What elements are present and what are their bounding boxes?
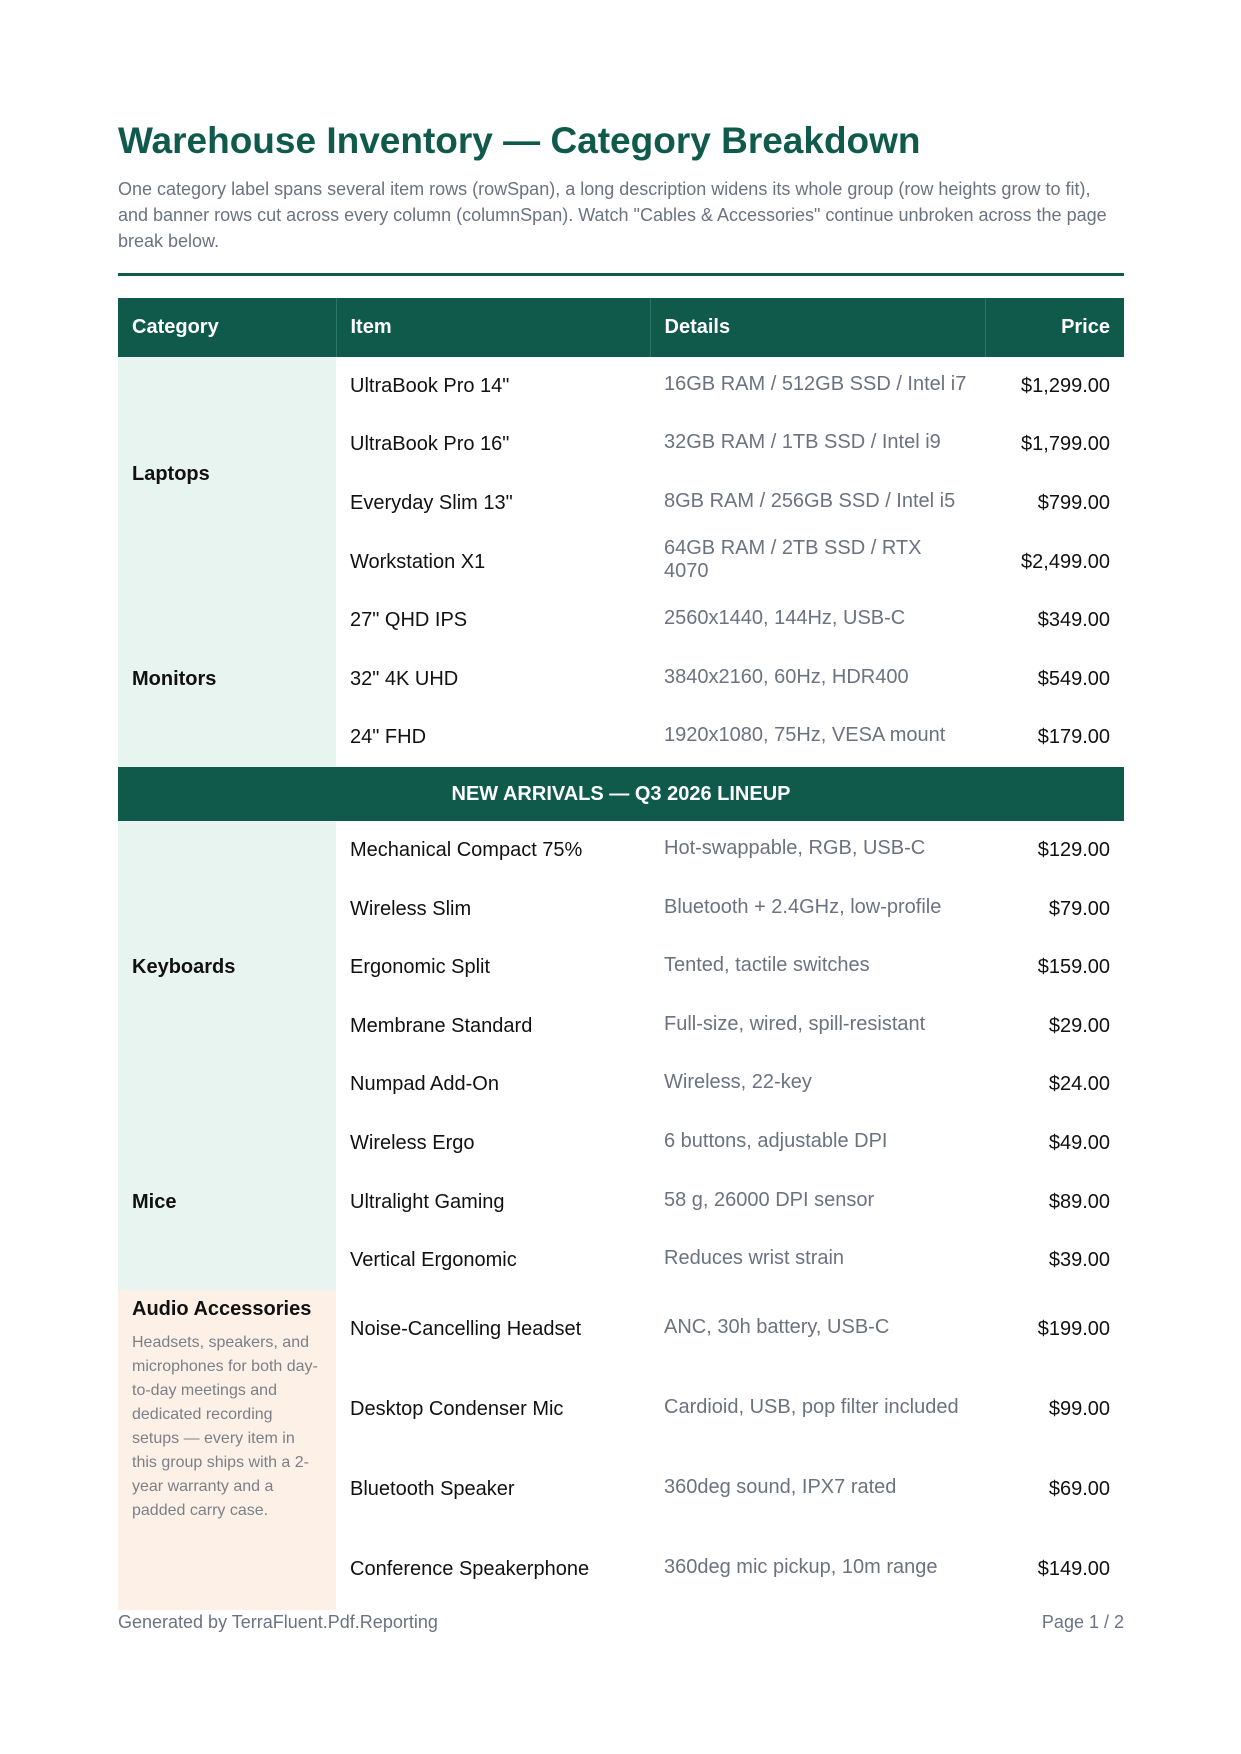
price-cell: $99.00 <box>1048 1398 1110 1421</box>
item-cell: Wireless Slim <box>350 897 472 920</box>
item-cell: UltraBook Pro 14" <box>350 374 510 397</box>
price-cell: $1,299.00 <box>1021 374 1110 397</box>
price-cell: $49.00 <box>1048 1131 1110 1154</box>
page-subtitle: One category label spans several item rows (rowSpan), a long description widens its whole group (row heights grow to fit), and banner rows cut across every column (columnSpan). Watch "Cables & Accessories" continue unbroken across the page break below. <box>118 179 1107 251</box>
banner-cell: NEW ARRIVALS — Q3 2026 LINEUP <box>118 767 1124 821</box>
details-cell: Bluetooth + 2.4GHz, low-profile <box>664 895 942 918</box>
category-description: Headsets, speakers, and microphones for both day-to-day meetings and dedicated recording setups — every item in this group ships with a 2-year warranty and a padded carry case. <box>132 1333 318 1519</box>
column-header-details: Details <box>650 298 985 357</box>
price-cell: $549.00 <box>1037 667 1110 690</box>
banner-row <box>118 767 1124 821</box>
inventory-table <box>118 298 1124 1610</box>
item-cell: 27" QHD IPS <box>350 609 468 632</box>
details-cell: 6 buttons, adjustable DPI <box>664 1129 888 1152</box>
price-cell: $1,799.00 <box>1021 433 1110 456</box>
table-row <box>118 591 1124 650</box>
price-cell: $2,499.00 <box>1021 550 1110 573</box>
category-cell-keyboards: Keyboards <box>118 821 336 1114</box>
footer-page-number: Page 1 / 2 <box>1041 1612 1124 1632</box>
item-cell: Conference Speakerphone <box>350 1558 590 1581</box>
item-cell: Numpad Add-On <box>350 1073 499 1096</box>
item-cell: Ergonomic Split <box>350 956 491 979</box>
price-cell: $799.00 <box>1037 491 1110 514</box>
details-cell: 8GB RAM / 256GB SSD / Intel i5 <box>664 489 956 512</box>
item-cell: 32" 4K UHD <box>350 667 459 690</box>
footer-generated-by: Generated by TerraFluent.Pdf.Reporting <box>118 1612 438 1632</box>
item-cell: Everyday Slim 13" <box>350 491 513 514</box>
item-cell: 24" FHD <box>350 726 427 749</box>
item-cell: Noise-Cancelling Headset <box>350 1318 582 1341</box>
price-cell: $79.00 <box>1048 897 1110 920</box>
category-label: Audio Accessories <box>132 1297 312 1320</box>
details-cell: Hot-swappable, RGB, USB-C <box>664 836 926 859</box>
price-cell: $199.00 <box>1037 1318 1110 1341</box>
details-cell: ANC, 30h battery, USB-C <box>664 1316 890 1339</box>
price-cell: $149.00 <box>1037 1558 1110 1581</box>
header-divider <box>118 273 1124 276</box>
item-cell: Vertical Ergonomic <box>350 1249 517 1272</box>
item-cell: Bluetooth Speaker <box>350 1478 515 1501</box>
table-row <box>118 357 1124 416</box>
details-cell: Cardioid, USB, pop filter included <box>664 1396 959 1419</box>
table-row <box>118 821 1124 880</box>
column-header-item: Item <box>336 298 650 357</box>
table-row <box>118 1290 1124 1370</box>
details-cell: 16GB RAM / 512GB SSD / Intel i7 <box>664 372 967 395</box>
details-cell: 360deg sound, IPX7 rated <box>664 1476 897 1499</box>
details-cell: 2560x1440, 144Hz, USB-C <box>664 607 906 630</box>
table-row <box>118 1114 1124 1173</box>
price-cell: $179.00 <box>1037 726 1110 749</box>
column-header-category: Category <box>118 298 336 357</box>
category-cell-monitors: Monitors <box>118 591 336 767</box>
details-cell: 3840x2160, 60Hz, HDR400 <box>664 665 909 688</box>
details-cell: Wireless, 22-key <box>664 1071 812 1094</box>
item-cell: Ultralight Gaming <box>350 1190 505 1213</box>
item-cell: Membrane Standard <box>350 1014 533 1037</box>
price-cell: $349.00 <box>1037 609 1110 632</box>
item-cell: Wireless Ergo <box>350 1131 475 1154</box>
price-cell: $69.00 <box>1048 1478 1110 1501</box>
item-cell: Workstation X1 <box>350 550 486 573</box>
details-cell: 1920x1080, 75Hz, VESA mount <box>664 724 946 747</box>
category-cell-laptops: Laptops <box>118 357 336 591</box>
price-cell: $24.00 <box>1048 1073 1110 1096</box>
page-title: Warehouse Inventory — Category Breakdown <box>118 120 921 161</box>
category-cell-audio-accessories <box>118 1290 336 1610</box>
details-cell: 32GB RAM / 1TB SSD / Intel i9 <box>664 431 941 454</box>
price-cell: $29.00 <box>1048 1014 1110 1037</box>
details-cell: Reduces wrist strain <box>664 1247 845 1270</box>
category-cell-mice: Mice <box>118 1114 336 1290</box>
item-cell: Desktop Condenser Mic <box>350 1398 564 1421</box>
details-cell: 64GB RAM / 2TB SSD / RTX 4070 <box>664 537 922 583</box>
item-cell: Mechanical Compact 75% <box>350 838 583 861</box>
price-cell: $129.00 <box>1037 838 1110 861</box>
details-cell: 58 g, 26000 DPI sensor <box>664 1188 875 1211</box>
price-cell: $39.00 <box>1048 1249 1110 1272</box>
column-header-price: Price <box>985 298 1124 357</box>
table-header-row <box>118 298 1124 357</box>
details-cell: 360deg mic pickup, 10m range <box>664 1556 938 1579</box>
item-cell: UltraBook Pro 16" <box>350 433 510 456</box>
details-cell: Tented, tactile switches <box>664 954 870 977</box>
price-cell: $89.00 <box>1048 1190 1110 1213</box>
price-cell: $159.00 <box>1037 956 1110 979</box>
details-cell: Full-size, wired, spill-resistant <box>664 1012 926 1035</box>
